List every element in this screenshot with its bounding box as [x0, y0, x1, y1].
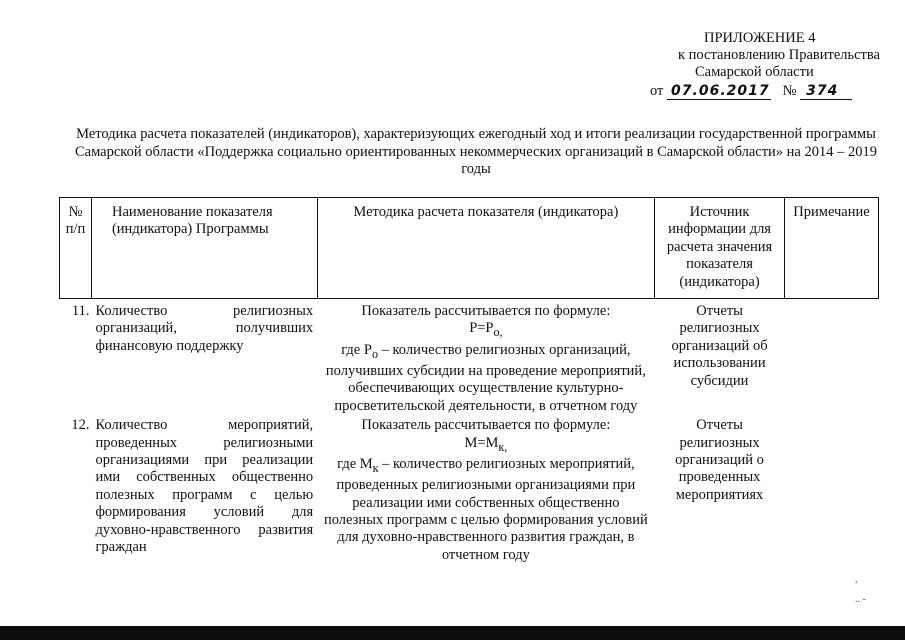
method-where: [321, 456, 650, 564]
where-subscript: к: [372, 460, 379, 475]
where-text: – количество религиозных организаций, получивших субсидии на проведение мероприятий, обеспечивающих осуществление культурно-просветительской деятельности, в отчетном году: [325, 341, 646, 414]
method-formula: [321, 320, 650, 341]
method-intro: Показатель рассчитывается по формуле:: [361, 303, 611, 319]
row-note: [784, 299, 878, 416]
formula-text: Р=Р: [469, 320, 494, 337]
row-source: Отчеты религиозных организаций об использовании субсидии: [671, 303, 768, 389]
row-num: 12.: [71, 417, 90, 434]
row-method: [317, 415, 654, 564]
date-prefix: от: [650, 83, 664, 99]
scan-bottom-edge: [0, 626, 905, 640]
where-subscript: о: [371, 346, 378, 361]
row-note: [784, 415, 878, 564]
where-prefix: где Р: [341, 341, 372, 358]
where-text: – количество религиозных мероприятий, проведенных религиозными организациями при реализации ими собственных общественно полезных программ с целью формирования условий для духовно-нравственного развития граждан, в отчетном году: [323, 455, 648, 563]
header-num: № п/п: [60, 198, 92, 299]
method-intro: Показатель рассчитывается по формуле:: [361, 417, 611, 434]
row-source: Отчеты религиозных организаций о проведенных мероприятиях: [675, 417, 764, 503]
header-method: Методика расчета показателя (индикатора): [317, 198, 654, 299]
table-header-row: [60, 198, 879, 299]
formula-subscript: к,: [498, 439, 508, 454]
row-num: 11.: [71, 303, 90, 319]
header-name: Наименование показателя (индикатора) Программы: [91, 198, 317, 299]
indicators-table: [59, 197, 879, 564]
method-where: [321, 342, 650, 416]
formula-text: М=М: [464, 434, 499, 451]
appendix-title: ПРИЛОЖЕНИЕ 4: [704, 30, 816, 46]
scan-specks: , .. -: [855, 574, 866, 605]
table-row: [60, 299, 879, 416]
where-prefix: где М: [337, 455, 373, 472]
formula-subscript: о,: [493, 325, 503, 340]
table-row: [60, 415, 879, 564]
row-name: Количество религиозных организаций, получивших финансовую поддержку: [95, 303, 314, 354]
document-title: Методика расчета показателей (индикаторов), характеризующих ежегодный ход и итоги реализации государственной программы Самарской области «Поддержка социально ориентированных некоммерческих организаций в Самарской области» на 2014 – 2019 годы: [75, 126, 877, 177]
appendix-date-line: [600, 83, 900, 100]
row-name: Количество мероприятий, проведенных религиозными организациями при реализации ими собственных общественно полезных программ с целью формирования условий для духовно-нравственного развития граждан: [95, 417, 314, 556]
handwritten-date: 07.06.2017: [667, 84, 771, 100]
header-note: Примечание: [784, 198, 878, 299]
appendix-line-2: Самарской области: [695, 64, 814, 80]
handwritten-number: 374: [800, 84, 852, 100]
row-method: [317, 299, 654, 416]
header-source: Источник информации для расчета значения показателя (индикатора): [655, 198, 785, 299]
appendix-block: [600, 30, 900, 100]
number-prefix: №: [782, 83, 797, 99]
appendix-line-1: к постановлению Правительства: [678, 47, 880, 63]
method-formula: [321, 435, 650, 456]
